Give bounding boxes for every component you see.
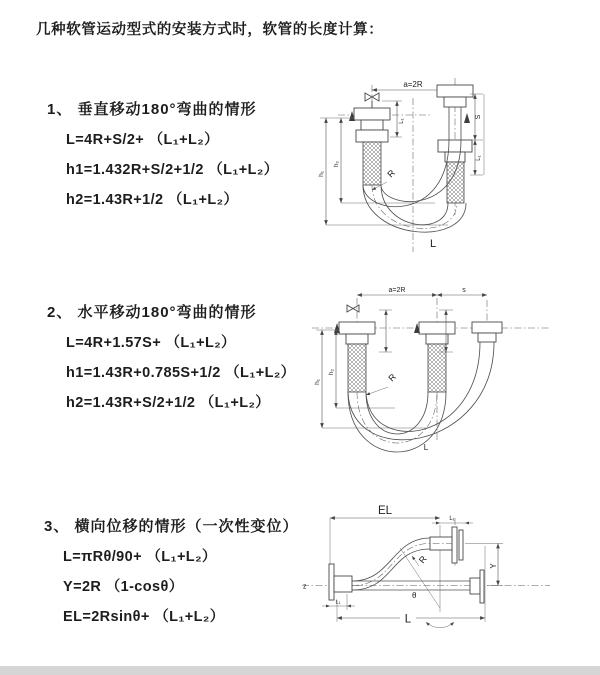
formula-line: EL=2Rsinθ+ （L₁+L₂） <box>63 609 225 625</box>
fitting-neck <box>361 120 383 130</box>
dim-label-l1: L₁ <box>476 155 482 161</box>
dim-label-h1: h₁ <box>318 171 325 177</box>
flange-plate <box>329 564 334 600</box>
radius-label: R <box>385 167 398 180</box>
hose-centerline <box>357 392 437 443</box>
angle-arc <box>426 622 454 628</box>
diagram-lateral-displacement <box>300 498 600 662</box>
section-horizontal-movement <box>47 303 296 413</box>
hose-curve <box>366 392 428 434</box>
fitting-flange <box>339 322 375 334</box>
dim-label-h1: h₁ <box>314 379 321 385</box>
section-2-heading: 2、 水平移动180°弯曲的情形 <box>47 304 257 321</box>
dim-label-el: EL <box>377 505 393 517</box>
length-label: L <box>429 238 437 250</box>
hose-braid <box>428 344 446 392</box>
dim-label-l1: L₁ <box>335 599 341 606</box>
section-3-heading: 3、 横向位移的情形（一次性变位） <box>44 518 299 535</box>
fitting-flange <box>437 85 473 97</box>
extension-line <box>470 94 484 175</box>
dim-label-s: S <box>475 114 482 120</box>
hose-braid <box>447 162 464 203</box>
dim-label-a2r: a=2R <box>388 287 406 294</box>
formula-line: L=πRθ/90+ （L₁+L₂） <box>63 549 217 565</box>
dim-label-l1: L₁ <box>449 516 455 522</box>
flange-plate <box>480 570 484 603</box>
length-label: L <box>423 443 429 452</box>
fitting-neck <box>346 334 368 344</box>
hose-curve <box>348 342 494 440</box>
dim-label-h2: h₂ <box>333 160 340 168</box>
break-mark: z <box>303 583 307 591</box>
pipe-stub <box>470 578 480 594</box>
fitting-flange <box>472 322 502 333</box>
hose-braid <box>348 344 366 392</box>
pipe-stub <box>334 576 352 592</box>
dim-label-s: s <box>462 287 466 294</box>
fitting-neck <box>444 97 466 107</box>
radius-label: R <box>386 371 399 384</box>
fitting-neck <box>478 333 496 342</box>
fitting-flange <box>354 108 390 120</box>
diagram-horizontal-180-bend <box>306 280 566 458</box>
fitting-neck <box>426 334 448 344</box>
page-title: 几种软管运动型式的安装方式时，软管的长度计算： <box>36 22 384 38</box>
length-label: L <box>404 613 412 626</box>
fitting-nut <box>356 130 388 142</box>
section-1-heading: 1、 垂直移动180°弯曲的情形 <box>47 101 257 118</box>
leader-line <box>366 387 388 395</box>
hose-curve <box>366 342 480 431</box>
dim-label-l1: L₁ <box>399 118 405 124</box>
hose-curve <box>352 549 430 590</box>
flange-plate <box>452 527 457 563</box>
flange-plate <box>459 530 463 560</box>
dim-label-y: Y <box>489 563 498 569</box>
formula-line: L=4R+S/2+ （L₁+L₂） <box>66 132 220 148</box>
formula-line: h2=1.43R+1/2 （L₁+L₂） <box>66 192 239 208</box>
formula-line: L=4R+1.57S+ （L₁+L₂） <box>66 335 236 351</box>
formula-line: Y=2R （1-cosθ） <box>63 579 184 595</box>
formula-line: h2=1.43R+S/2+1/2 （L₁+L₂） <box>66 395 271 411</box>
section-vertical-movement <box>47 100 279 210</box>
hose-braid <box>363 142 381 185</box>
direction-arrow <box>464 113 470 123</box>
diagram-vertical-180-bend <box>312 74 540 256</box>
fitting-flange <box>438 140 472 152</box>
angle-label: θ <box>412 591 417 600</box>
page-bottom-edge <box>0 666 600 675</box>
dim-label-a2r: a=2R <box>403 80 423 89</box>
formula-line: h1=1.43R+0.785S+1/2 （L₁+L₂） <box>66 365 296 381</box>
formula-line: h1=1.432R+S/2+1/2 （L₁+L₂） <box>66 162 279 178</box>
fitting-flange <box>419 322 455 334</box>
dim-label-h2: h₂ <box>328 368 335 376</box>
section-lateral-displacement <box>44 517 299 627</box>
radius-label: R <box>416 553 429 566</box>
hose-centerline <box>372 185 457 228</box>
